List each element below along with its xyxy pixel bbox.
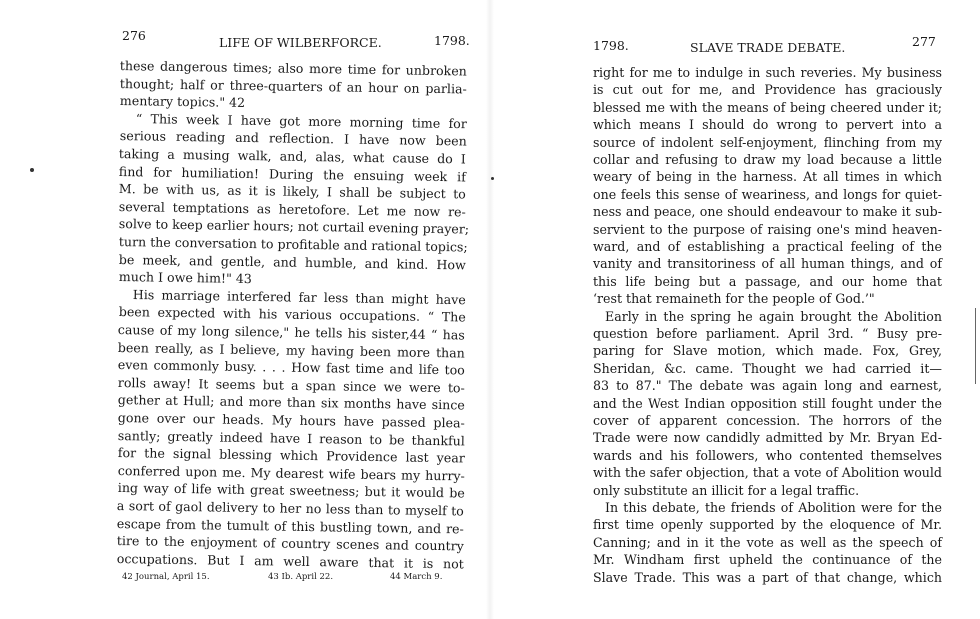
text-line: tire to the enjoyment of country scenes and country [116, 533, 464, 554]
text-line: several temptations as heretofore. Let me now re- [118, 198, 466, 220]
text-line: gether at Hull; and more than six months have since [117, 392, 465, 413]
text-line: turn the conversation to profitable and rational topics; [118, 233, 468, 255]
text-line: collar and refusing to draw my load because a little [593, 152, 942, 167]
text-line: ‘rest that remaineth for the people of God.’" [593, 291, 875, 307]
left-page-number: 276 [122, 28, 146, 43]
text-line: which means I should do wrong to pervert into a [593, 117, 942, 133]
text-line: Mr. Windham first upheld the continuance of the [593, 552, 942, 568]
left-year: 1798. [434, 33, 470, 48]
text-line: cause of my long silence," he tells his sister,44 “ has [117, 321, 465, 343]
text-line: M. be with us, as it is likely, I shall be subject to [118, 181, 466, 202]
left-running-head: LIFE OF WILBERFORCE. [219, 35, 382, 50]
text-line: vanity and transitoriness of all human things, and of [593, 256, 942, 272]
page-edge-mark [975, 308, 976, 384]
text-line: with the safer objection, that a vote of Abolition would [593, 465, 942, 481]
text-line: taking a musing walk, and, alas, what cause do I [118, 145, 466, 167]
text-line: 83 to 87." The debate was again long and earnest, [593, 378, 942, 394]
text-line: paring for Slave motion, which made. Fox, Grey, [593, 343, 942, 359]
footnote-43: 43 Ib. April 22. [268, 572, 334, 582]
text-line: In this debate, the friends of Abolition were for the [605, 500, 942, 515]
text-line: wards and his followers, who contented themselves [593, 447, 942, 463]
text-line: be meek, and gentle, and humble, and kind. How [118, 251, 466, 273]
text-line: been really, as I believe, my having been more than [117, 339, 465, 361]
text-line: santly; greatly indeed have I reason to be thankful [117, 427, 465, 449]
text-line: ness and peace, one should endeavour to make it sub- [593, 204, 942, 220]
text-line: His marriage interfered far less than might have [132, 286, 466, 308]
right-running-head: SLAVE TRADE DEBATE. [690, 40, 846, 55]
text-line: ing way of life with great sweetness; but it would be [117, 480, 465, 501]
text-line: ward, and of establishing a practical feeling of the [593, 239, 942, 254]
text-line: only substitute an illicit for a legal traffic. [593, 482, 860, 498]
text-line: a sort of gaol delivery to her no less than to myself to [116, 497, 464, 519]
footnote-42: 42 Journal, April 15. [122, 572, 210, 582]
text-line: cover of apparent concession. The horrors of the [593, 413, 942, 428]
text-line: question before parliament. April 3rd. “ Busy pre- [593, 326, 942, 341]
text-line: solve to keep earlier hours; not curtail evening prayer; [118, 216, 470, 237]
text-line: is cut out for me, and Providence has graciously [593, 82, 942, 98]
text-line: for the signal blessing which Providence last year [117, 445, 465, 466]
text-line: this life being but a passage, and our home that [593, 273, 942, 289]
right-page [490, 0, 980, 619]
text-line: Trade were now candidly admitted by Mr. Bryan Ed- [593, 430, 942, 446]
text-line: occupations. But I am well aware that it is not [116, 550, 464, 572]
text-line: “ This week I have got more morning time for [135, 110, 467, 131]
text-line: blessed me with the means of being cheered under it; [593, 99, 942, 115]
right-year: 1798. [593, 38, 629, 53]
text-line: Early in the spring he again brought the Abolition [605, 308, 942, 324]
text-line: one feels this sense of weariness, and longs for quiet- [593, 186, 942, 202]
text-line: been expected with his various occupations. “ The [118, 304, 466, 325]
footnote-44: 44 March 9. [390, 572, 443, 582]
right-page-number: 277 [912, 34, 936, 49]
text-line: mentary topics." 42 [119, 93, 246, 111]
text-line: much I owe him!" 43 [118, 269, 252, 287]
text-line: source of indolent self-enjoyment, flinching from my [593, 134, 942, 150]
text-line: and the West Indian opposition still fought under the [593, 395, 942, 411]
text-line: rolls away! It seems but a span since we were to- [117, 374, 465, 396]
text-line: gone over our heads. My hours have passed plea- [117, 409, 465, 431]
text-line: thought; half or three-quarters of an hour on parlia- [119, 75, 467, 97]
text-line: Sheridan, &c. came. Thought we had carried it— [593, 360, 942, 376]
text-line: servient to the purpose of raising one's mind heaven- [593, 221, 942, 237]
text-line: these dangerous times; also more time for unbroken [119, 57, 467, 79]
text-line: first time openly supported by the eloquence of Mr. [593, 517, 942, 533]
text-line: even commonly busy. . . . How fast time and life too [117, 357, 465, 378]
text-line: escape from the tumult of this bustling town, and re- [116, 515, 464, 537]
margin-mark [30, 168, 34, 172]
text-line: Slave Trade. This was a part of that change, which [593, 569, 942, 585]
text-line: find for humiliation! During the ensuing week if [118, 163, 466, 185]
text-line: right for me to indulge in such reveries. My business [593, 65, 942, 80]
text-line: conferred upon me. My dearest wife bears my hurry- [117, 462, 465, 484]
text-line: serious reading and reflection. I have now been [119, 128, 467, 149]
text-line: Canning; and in it the vote as well as the speech of [593, 534, 942, 550]
margin-mark [491, 177, 494, 180]
text-line: weary of being in the harness. At all times in which [593, 169, 942, 185]
